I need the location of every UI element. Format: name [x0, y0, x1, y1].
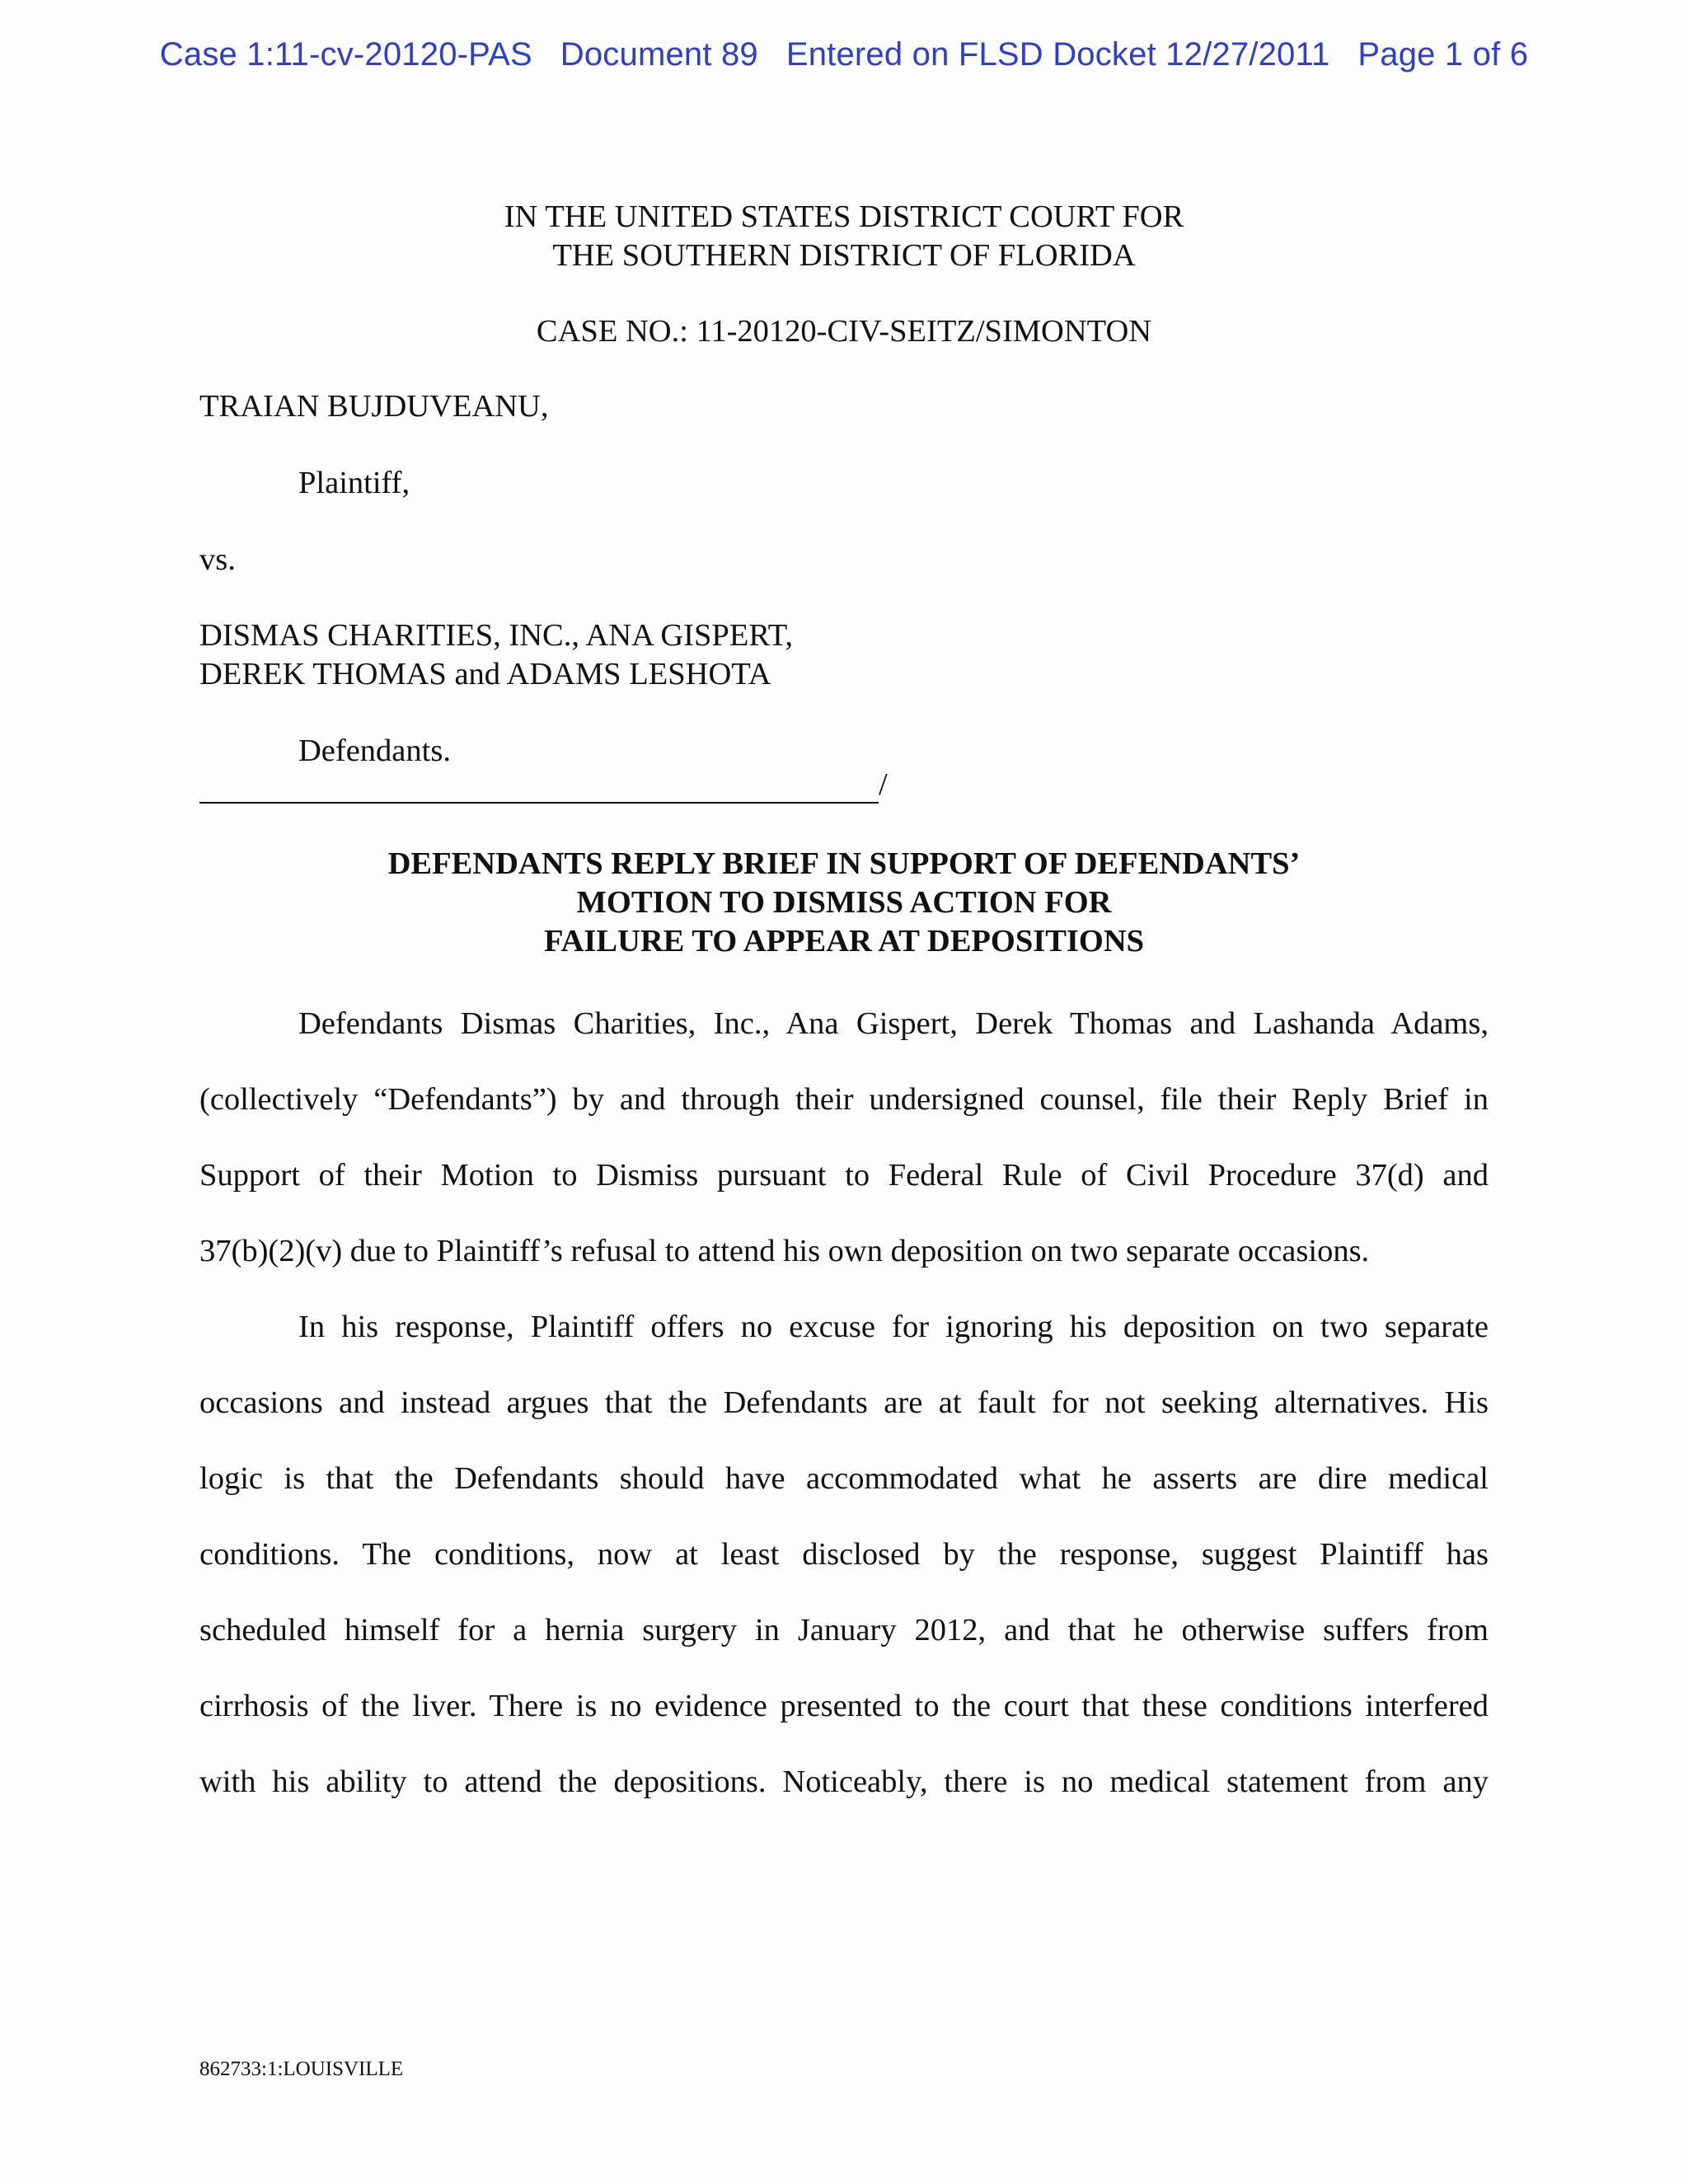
paragraph-1-line: 37(b)(2)(v) due to Plaintiff’s refusal to attend his own deposition on two separate occasions. [199, 1234, 1370, 1268]
caption-rule [199, 802, 879, 804]
plaintiff-role: Plaintiff, [298, 466, 410, 500]
plaintiff-name: TRAIAN BUJDUVEANU, [199, 389, 549, 424]
paragraph-2-line: scheduled himself for a hernia surgery in January 2012, and that he otherwise suffers from [199, 1613, 1489, 1647]
document-title [0, 845, 1688, 961]
defendants-names-line-1: DISMAS CHARITIES, INC., ANA GISPERT, [199, 618, 793, 653]
paragraph-1-line: (collectively “Defendants”) by and through their undersigned counsel, file their Reply Brief in [199, 1082, 1489, 1117]
caption-slash: / [879, 767, 888, 802]
versus-label: vs. [199, 542, 236, 577]
docket-header: Case 1:11-cv-20120-PAS Document 89 Entered on FLSD Docket 12/27/2011 Page 1 of 6 [159, 36, 1529, 73]
defendants-names-line-2: DEREK THOMAS and ADAMS LESHOTA [199, 657, 771, 691]
paragraph-2-line: occasions and instead argues that the Defendants are at fault for not seeking alternatives. His [199, 1385, 1489, 1420]
paragraph-1-line: Support of their Motion to Dismiss pursuant to Federal Rule of Civil Procedure 37(d) and [199, 1158, 1489, 1193]
paragraph-2-line: conditions. The conditions, now at least disclosed by the response, suggest Plaintiff has [199, 1537, 1489, 1572]
paragraph-2-line: with his ability to attend the depositions. Noticeably, there is no medical statement from any [199, 1765, 1489, 1799]
document-title-line-1: DEFENDANTS REPLY BRIEF IN SUPPORT OF DEFENDANTS’ [387, 846, 1301, 881]
case-number: CASE NO.: 11-20120-CIV-SEITZ/SIMONTON [536, 314, 1152, 349]
court-heading [0, 198, 1688, 275]
paragraph-2-line: In his response, Plaintiff offers no excuse for ignoring his deposition on two separate [298, 1310, 1489, 1344]
footer-doc-id: 862733:1:LOUISVILLE [199, 2058, 404, 2080]
paragraph-2-line: logic is that the Defendants should have accommodated what he asserts are dire medical [199, 1461, 1489, 1496]
paragraph-2-line: cirrhosis of the liver. There is no evidence presented to the court that these conditions interfered [199, 1689, 1489, 1723]
document-title-line-2: MOTION TO DISMISS ACTION FOR [576, 885, 1112, 920]
court-heading-line-2: THE SOUTHERN DISTRICT OF FLORIDA [552, 238, 1136, 273]
court-heading-line-1: IN THE UNITED STATES DISTRICT COURT FOR [504, 199, 1184, 234]
defendants-role: Defendants. [298, 733, 451, 768]
paragraph-1-line: Defendants Dismas Charities, Inc., Ana Gispert, Derek Thomas and Lashanda Adams, [298, 1006, 1489, 1041]
document-title-line-3: FAILURE TO APPEAR AT DEPOSITIONS [543, 924, 1145, 958]
